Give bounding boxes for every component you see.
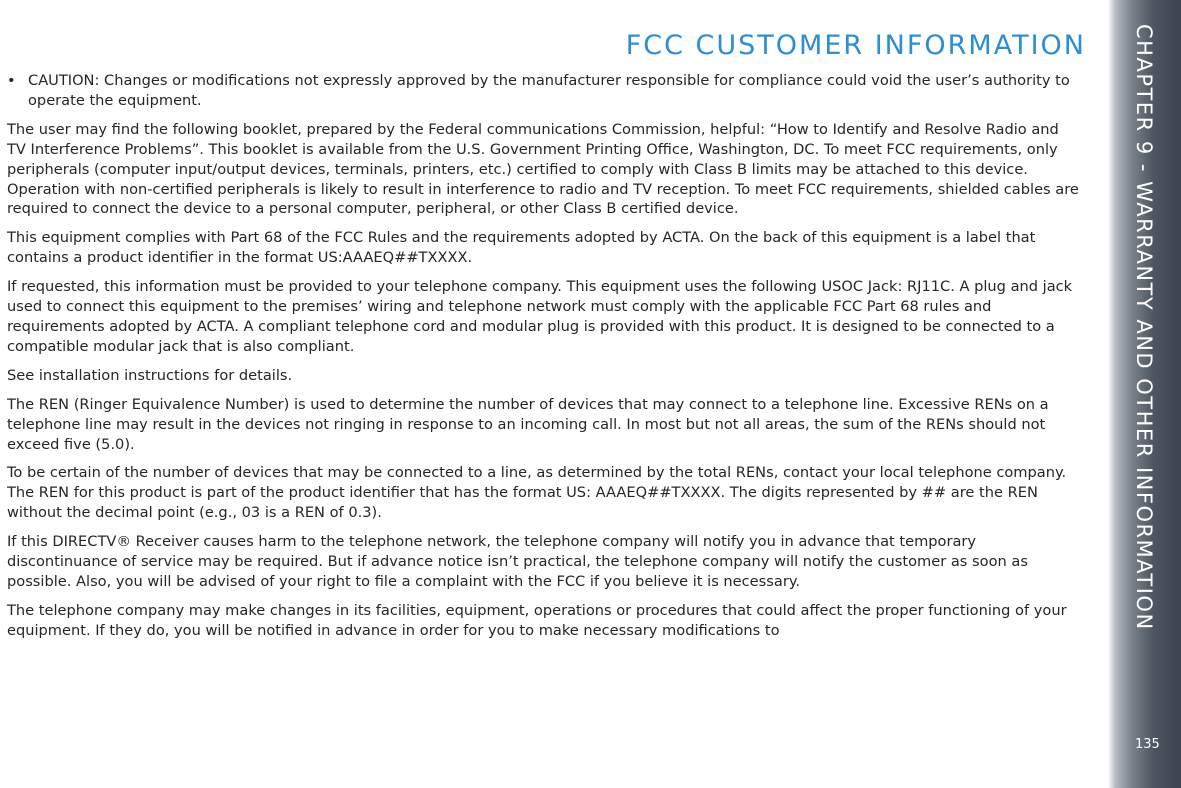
paragraph-usoc-jack: If requested, this information must be provided to your telephone company. This equipment uses the following USOC Jack: RJ11C. A plug and jack used to connect this equipment to the premises’ wiring and telephone network must comply with the applicable FCC Part 68 rules and requirements adopted by ACTA. A compliant telephone cord and modular plug is provided with this product. It is designed to be connected to a compatible modular jack that is also compliant.	[7, 278, 1073, 355]
paragraph-ren-count: To be certain of the number of devices that may be connected to a line, as determined by the total RENs, contact your local telephone company. The REN for this product is part of the product identifier that has the format US: AAAEQ##TXXXX. The digits represented by ## are the REN without the decimal point (e.g., 03 is a REN of 0.3).	[7, 464, 1067, 522]
paragraph-part68: This equipment complies with Part 68 of the FCC Rules and the requirements adopted by ACTA. On the back of this equipment is a label that contains a product identifier in the format US:AAAEQ##TXXXX.	[7, 229, 1036, 267]
page-number: 135	[1135, 737, 1160, 752]
paragraph-booklet: The user may find the following booklet, prepared by the Federal communications Commission, helpful: “How to Identify and Resolve Radio and TV Interference Problems”. This booklet is available from the U.S. Government Printing Office, Washington, DC. To meet FCC requirements, only peripherals (computer input/output devices, terminals, printers, etc.) certified to comply with Class B limits may be attached to this device. Operation with non-certified peripherals is likely to result in interference to radio and TV reception. To meet FCC requirements, shielded cables are required to connect the device to a personal computer, peripheral, or other Class B certified device.	[7, 120, 1079, 218]
chapter-label: CHAPTER 9 - WARRANTY AND OTHER INFORMATION	[1132, 24, 1156, 631]
paragraph-network-harm: If this DIRECTV® Receiver causes harm to the telephone network, the telephone company will notify you in advance that temporary discontinuance of service may be required. But if advance notice isn’t practical, the telephone company will notify the customer as soon as possible. Also, you will be advised of your right to file a complaint with the FCC if you believe it is necessary.	[7, 533, 1028, 590]
caution-text: CAUTION: Changes or modifications not expressly approved by the manufacturer responsible for compliance could void the user’s authority to operate the equipment.	[28, 72, 1070, 109]
caution-bullet	[7, 71, 1082, 111]
document-body	[7, 71, 1082, 650]
paragraph-installation: See installation instructions for details.	[7, 366, 293, 384]
page-title: FCC CUSTOMER INFORMATION	[625, 30, 1086, 61]
paragraph-ren: The REN (Ringer Equivalence Number) is used to determine the number of devices that may connect to a telephone line. Excessive RENs on a telephone line may result in the devices not ringing in response to an incoming call. In most but not all areas, the sum of the RENs should not exceed five (5.0).	[7, 395, 1049, 453]
paragraph-facility-changes: The telephone company may make changes in its facilities, equipment, operations or procedures that could affect the proper functioning of your equipment. If they do, you will be notified in advance in order for you to make necessary modifications to	[7, 601, 1067, 639]
bullet-mark: •	[7, 72, 16, 89]
